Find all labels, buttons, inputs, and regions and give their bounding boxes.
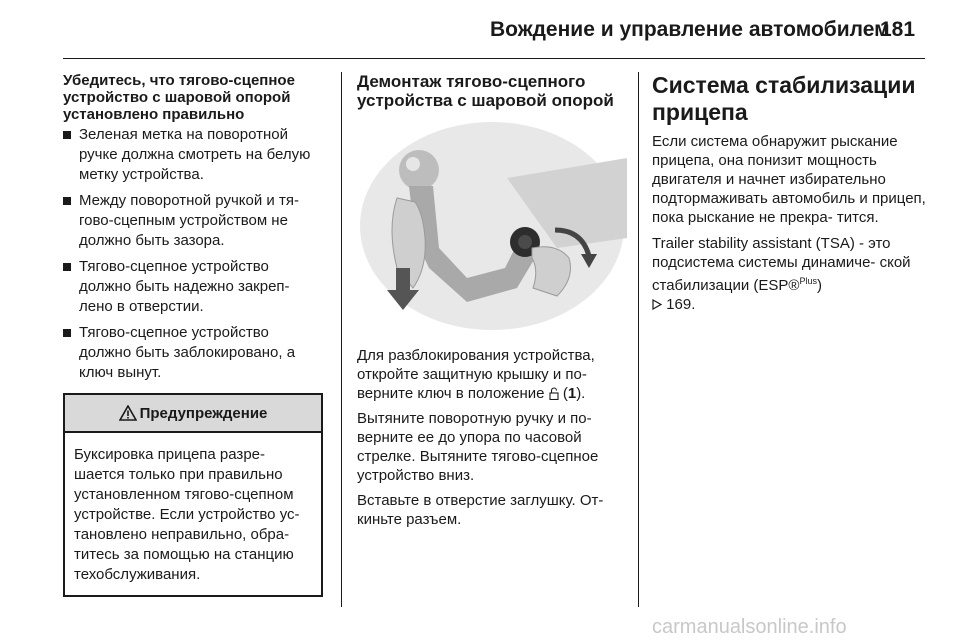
installation-check-heading: Убедитесь, что тягово-сцепное устройство с шаровой опорой установлено правильно — [63, 72, 295, 123]
list-item-text: Между поворотной ручкой и тя- гово-сцепным устройством не должно быть зазора. — [79, 192, 299, 249]
column-2 — [357, 72, 627, 529]
bullet-square-icon — [63, 329, 71, 337]
column-divider-2 — [638, 72, 639, 607]
removal-heading: Демонтаж тягово-сцепного устройства с шаровой опорой — [357, 72, 614, 110]
page-reference-link[interactable]: 169. — [662, 296, 696, 313]
list-item-text: Тягово-сцепное устройство должно быть заблокировано, а ключ вынут. — [79, 324, 296, 381]
insert-plug-instruction: Вставьте в отверстие заглушку. От- киньте разъем. — [357, 492, 604, 528]
pull-knob-instruction: Вытяните поворотную ручку и по- верните ее до упора по часовой стрелке. Вытяните тягово-сцепное устройство вниз. — [357, 410, 599, 484]
warning-header — [65, 395, 321, 433]
list-item — [63, 323, 325, 383]
unlock-instruction: Для разблокирования устройства, откройте защитную крышку и по- верните ключ в положение (1). — [357, 347, 595, 402]
page-number: 181 — [880, 18, 916, 41]
bullet-square-icon — [63, 263, 71, 271]
warning-triangle-icon — [119, 405, 137, 421]
list-item-text: Зеленая метка на поворотной ручке должна смотреть на белую метку устройства. — [79, 126, 311, 183]
header-divider — [63, 58, 925, 59]
stability-heading: Система стабилизации прицепа — [652, 72, 916, 125]
warning-text: Буксировка прицепа разре- шается только при правильно установленном тягово-сцепном устройстве. Если устройство ус- тановлено неправильно, обра- титесь за помощью на станцию техобслуживания. — [74, 446, 300, 583]
towbar-removal-illustration — [357, 118, 627, 334]
list-item — [63, 191, 325, 251]
warning-title: Предупреждение — [139, 404, 268, 422]
unlocked-padlock-icon — [549, 387, 559, 400]
stability-description: Если система обнаружит рыскание прицепа, она понизит мощность двигателя и начнет избирательно подтормаживать автомобиль и прицеп, пока рыскание не прекра- тится. — [652, 133, 926, 226]
watermark: carmanualsonline.info — [652, 616, 847, 638]
list-item-text: Тягово-сцепное устройство должно быть надежно закреп- лено в отверстии. — [79, 258, 290, 315]
column-1 — [63, 72, 325, 597]
list-item — [63, 257, 325, 317]
page-reference-arrow-icon — [652, 299, 662, 310]
chapter-title: Вождение и управление автомобилем — [490, 18, 890, 41]
bullet-square-icon — [63, 197, 71, 205]
tsa-description: Trailer stability assistant (TSA) - это подсистема системы динамиче- ской стабилизации (ESP®$^{Plus}$) 169. — [652, 235, 911, 313]
column-3 — [652, 72, 927, 321]
bullet-square-icon — [63, 131, 71, 139]
column-divider-1 — [341, 72, 342, 607]
check-list — [63, 125, 325, 383]
warning-box — [63, 393, 323, 597]
list-item — [63, 125, 325, 185]
page-header — [0, 0, 960, 60]
